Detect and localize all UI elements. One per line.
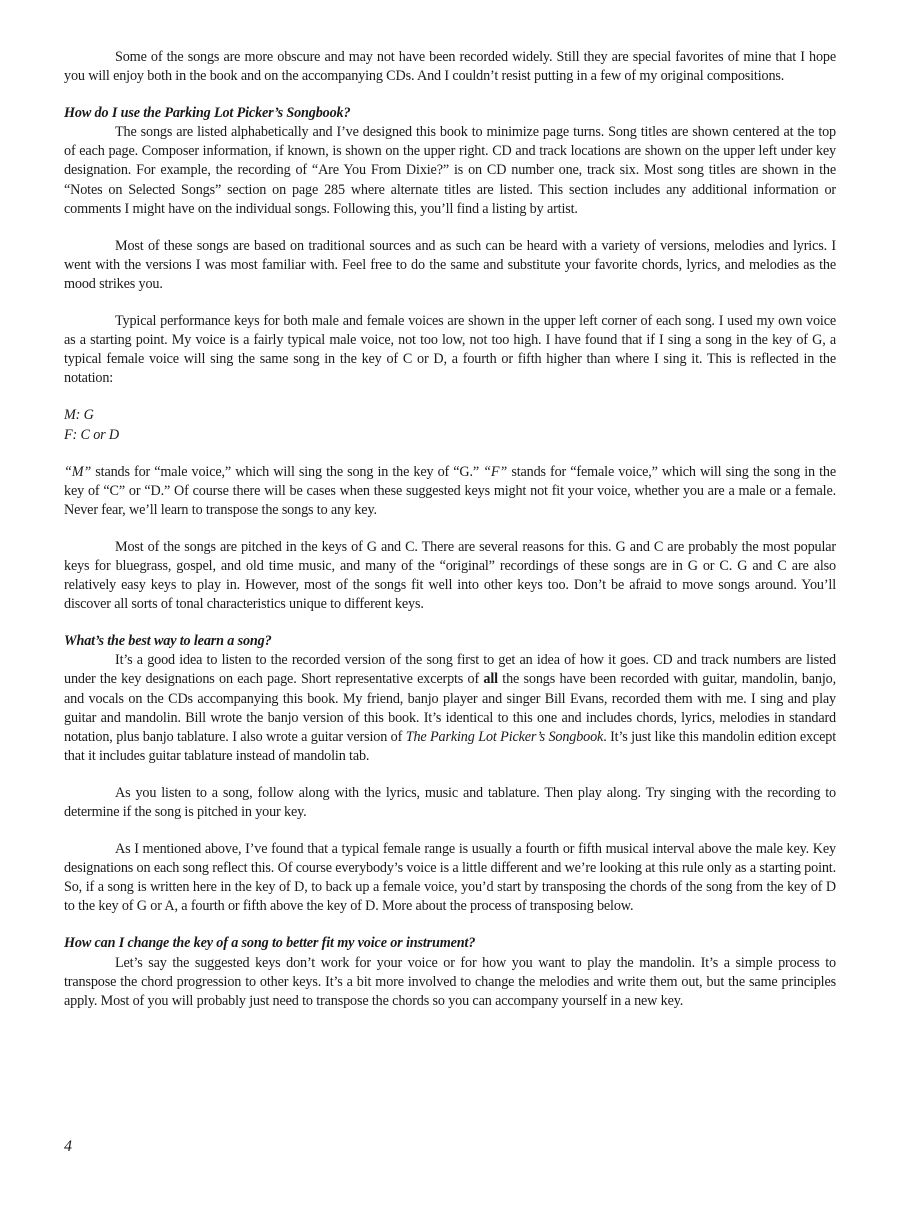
section-heading-transpose: How can I change the key of a song to better fit my voice or instrument? [64, 935, 476, 952]
transpose-paragraph-1: Let’s say the suggested keys don’t work for your voice or for how you want to play the mandolin. It’s a simple process to transpose the chord progression to other keys. It’s a bit more involved to change the melodies and write them out, but the same principles apply. Most of you will probably just need to transpose the chords so you can accompany yourself in a new key. [64, 954, 836, 1009]
usage-paragraph-4 [64, 463, 836, 520]
usage-paragraph-3: Typical performance keys for both male and female voices are shown in the upper left corner of each song. I used my own voice as a starting point. My voice is a fairly typical male voice, not too low, not too high. I have found that if I sing a song in the key of G, a typical female voice will sing the same song in the key of C or D, a fourth or fifth higher than where I sing it. This is reflected in the notation: [64, 313, 836, 387]
usage-paragraph-4-part-b: stands for “female voice,” which will sing the song in the key of “C” or “D.” Of course there will be cases when these suggested keys might not fit your voice, whether you are a male or a female. Never fear, we’ll learn to transpose the songs to any key. [64, 463, 836, 518]
usage-paragraph-4-part-a: stands for “male voice,” which will sing the song in the key of “G.” [91, 463, 484, 480]
body-text [64, 48, 836, 1011]
page-number: 4 [64, 1138, 72, 1155]
section-heading-usage: How do I use the Parking Lot Picker’s Songbook? [64, 105, 351, 122]
usage-paragraph-2: Most of these songs are based on traditional sources and as such can be heard with a variety of versions, melodies and lyrics. I went with the versions I was most familiar with. Feel free to do the same and substitute your favorite chords, lyrics, and melodies as the mood strikes you. [64, 237, 836, 292]
notation-male: M: G [64, 407, 94, 424]
male-abbrev: “M” [64, 463, 92, 480]
learn-paragraph-1-part-a: It’s a good idea to listen to the recorded version of the song first to get an idea of how it goes. CD and track numbers are listed under the key designations on each page. Short representative excerpts of [64, 652, 836, 688]
book-title: The Parking Lot Picker’s Songbook [405, 728, 604, 745]
learn-paragraph-1-part-c: . It’s just like this mandolin edition except that it includes guitar tablature instead of mandolin tab. [64, 728, 836, 764]
section-heading-learn: What’s the best way to learn a song? [64, 633, 272, 650]
usage-paragraph-1: The songs are listed alphabetically and I’ve designed this book to minimize page turns. Song titles are shown centered at the top of each page. Composer information, if known, is shown on the upper right. CD and track locations are shown on the upper left under key designation. For example, the recording of “Are You From Dixie?” is on CD number one, track six. Most song titles are shown in the “Notes on Selected Songs” section on page 285 where alternate titles are listed. This section includes any additional information or comments I might have on the individual songs. Following this, you’ll find a listing by artist. [64, 124, 836, 217]
notation-female: F: C or D [64, 426, 120, 443]
learn-paragraph-2: As you listen to a song, follow along with the lyrics, music and tablature. Then play along. Try singing with the recording to determine if the song is pitched in your key. [64, 784, 836, 820]
learn-bold-all: all [483, 671, 498, 688]
usage-paragraph-5: Most of the songs are pitched in the keys of G and C. There are several reasons for this. G and C are probably the most popular keys for bluegrass, gospel, and old time music, and many of the “original” recordings of these songs are in G or C. G and C are also relatively easy keys to play in. However, most of the songs fit well into other keys too. Don’t be afraid to move songs around. You’ll discover all sorts of tonal characteristics unique to different keys. [64, 538, 836, 613]
learn-paragraph-1 [64, 651, 836, 766]
learn-paragraph-1-part-b: the songs have been recorded with guitar, mandolin, banjo, and vocals on the CDs accompanying this book. My friend, banjo player and singer Bill Evans, recorded them with me. I sing and play guitar and mandolin. Bill wrote the banjo version of this book. It’s identical to this one and includes chords, lyrics, melodies in standard notation, plus banjo tablature. I also wrote a guitar version of [64, 671, 836, 745]
learn-paragraph-3: As I mentioned above, I’ve found that a typical female range is usually a fourth or fifth musical interval above the male key. Key designations on each song reflect this. Of course everybody’s voice is a little different and we’re looking at this rule only as a starting point. So, if a song is written here in the key of D, to back up a female voice, you’d start by transposing the chords of the song from the key of D to the key of G or A, a fourth or fifth above the key of D. More about the process of transposing below. [64, 841, 836, 915]
intro-paragraph: Some of the songs are more obscure and may not have been recorded widely. Still they are special favorites of mine that I hope you will enjoy both in the book and on the accompanying CDs. And I couldn’t resist putting in a few of my original compositions. [64, 49, 836, 85]
female-abbrev: “F” [483, 463, 508, 480]
